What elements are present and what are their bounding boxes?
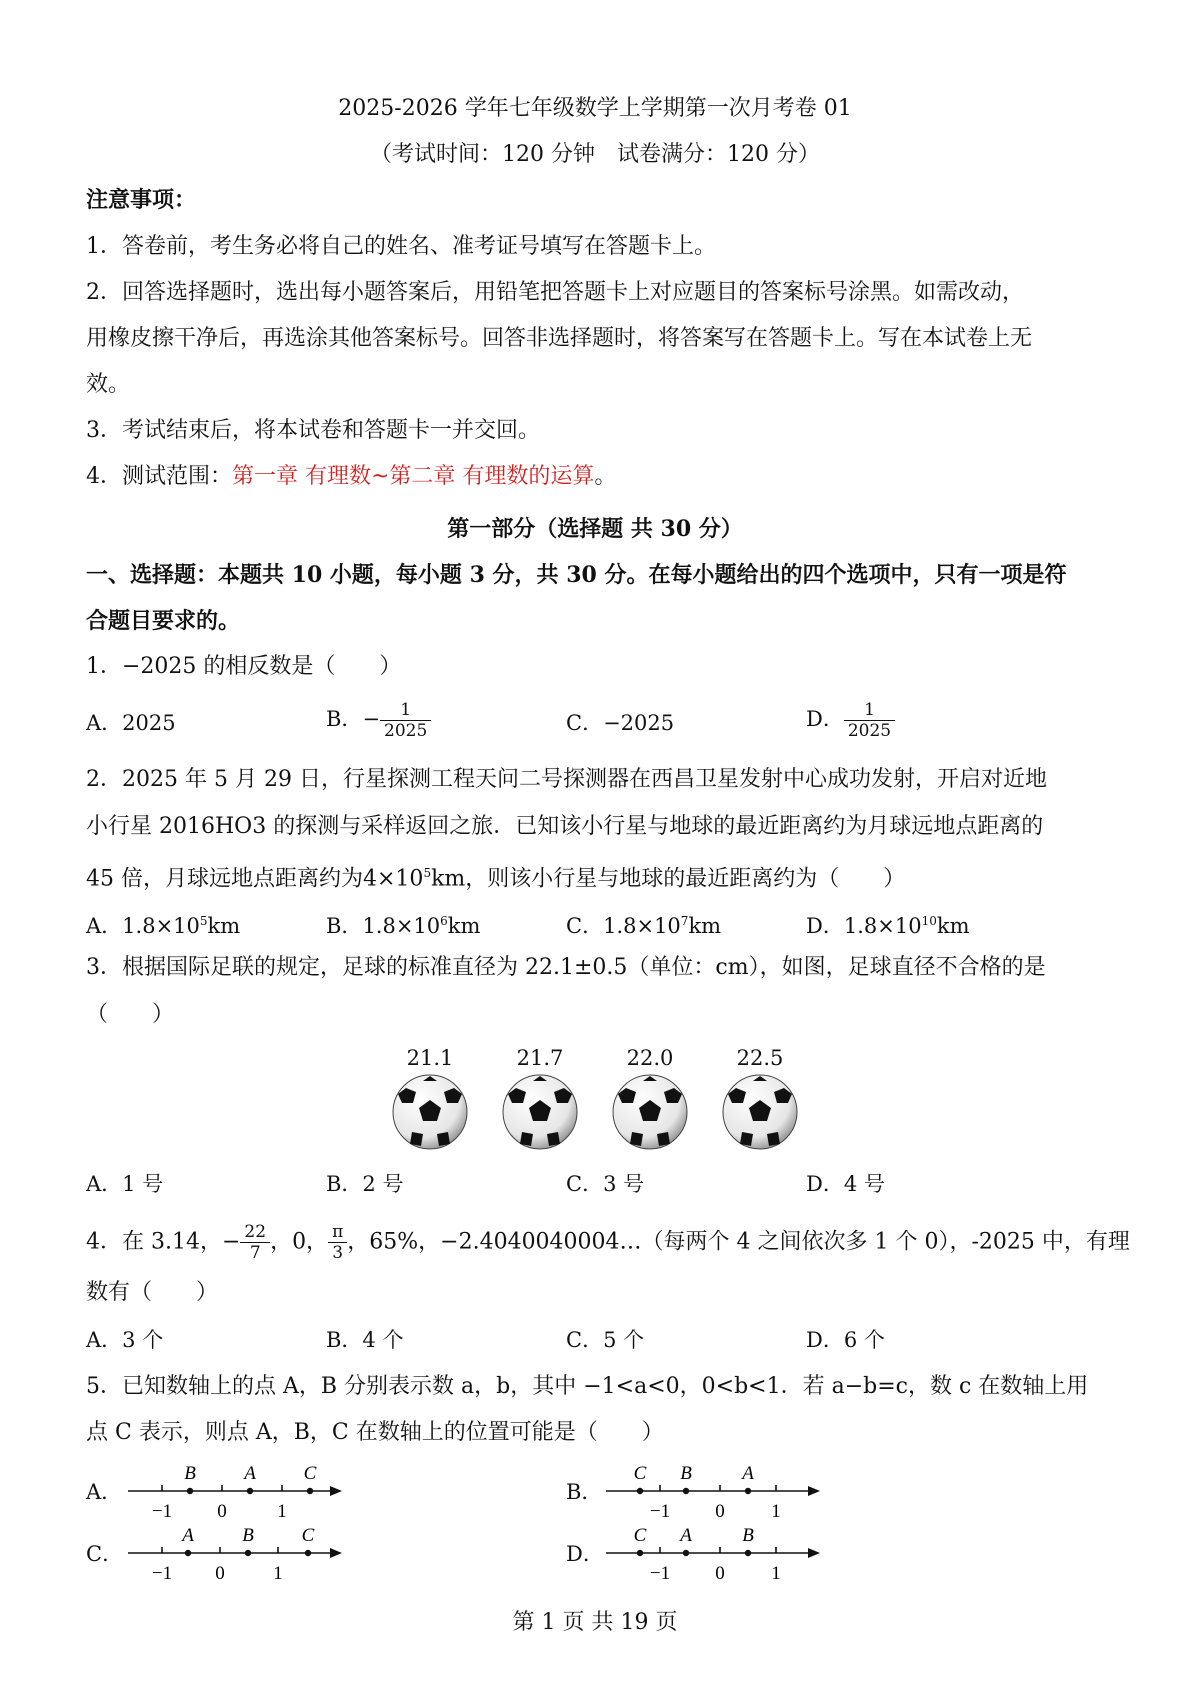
point-label: C [301,1525,315,1546]
q1-option-b [326,700,431,741]
notice-item-2-line2: 用橡皮擦干净后，再选涂其他答案标号。回答非选择题时，将答案写在答题卡上。写在本试卷上无 [86,326,1033,351]
q2-line1: 2．2025 年 5 月 29 日，行星探测工程天问二号探测器在西昌卫星发射中心成功发射，开启对近地 [86,767,1047,792]
tick-label-0: 0 [715,1563,725,1584]
q1-option-b-sign: − [362,707,381,731]
q4-rest: ，65%，−2.4040040004…（每两个 4 之间依次多 1 个 0），-2025 中，有理 [347,1229,1130,1255]
point-A [247,1488,253,1494]
part1-heading: 第一部分（选择题 共 30 分） [447,516,743,542]
q5-line2: 点 C 表示，则点 A，B，C 在数轴上的位置可能是（ ） [86,1420,664,1445]
option-base: 1.8×10 [603,914,681,938]
option-exponent: 6 [440,914,448,928]
point-B [745,1550,751,1556]
fraction-numerator: 22 [244,1222,267,1242]
point-A [683,1550,689,1556]
q4-fraction-22-7 [240,1222,270,1263]
option-unit: km [207,914,241,938]
point-label: A [244,1463,256,1484]
q3-option-c: C．3 号 [566,1172,645,1196]
q4-option-c: C．5 个 [566,1328,645,1352]
point-C [637,1550,643,1556]
fraction-numerator: 1 [864,700,875,720]
ball-2-diameter: 21.7 [516,1046,564,1070]
option-exponent: 5 [199,914,208,928]
q3-option-a: A．1 号 [86,1172,164,1196]
q1-option-c: C．−2025 [566,711,675,735]
q5-option-b-label: B． [566,1480,603,1504]
notice-item-4-suffix: 。 [594,464,617,489]
point-B [683,1488,689,1494]
q2-line3-tail: ，则该小行星与地球的最近距离约为（ ） [465,866,906,892]
q2-line2: 小行星 2016HO3 的探测与采样返回之旅．已知该小行星与地球的最近距离约为月球远地点距离的 [86,814,1044,839]
notice-item-1: 1．答卷前，考生务必将自己的姓名、准考证号填写在答题卡上。 [86,234,716,259]
point-label: B [242,1525,254,1546]
option-base: 1.8×10 [122,914,200,938]
q5-option-a-label: A． [86,1480,123,1504]
q2-power-base: 4×10 [363,866,424,892]
ball-1 [390,1044,470,1156]
point-label: A [742,1463,754,1484]
q4-line2: 数有（ ） [86,1280,219,1305]
option-base: 1.8×10 [843,914,922,938]
ball-4 [720,1044,800,1156]
q5-option-a-number-line [126,1455,346,1525]
point-label: C [633,1525,647,1546]
fraction-denominator: 2025 [844,720,895,741]
point-B [245,1550,251,1556]
fraction-numerator: 1 [400,700,412,720]
notice-item-2-line3: 效。 [86,372,131,397]
q3-option-b: B．2 号 [326,1172,404,1196]
q4-option-a: A．3 个 [86,1328,164,1352]
q5-option-c-label: C． [86,1542,124,1566]
ball-2 [500,1044,580,1156]
option-unit: km [447,914,481,938]
option-exponent: 10 [921,914,937,928]
fraction-denominator: 3 [328,1242,347,1263]
option-exponent: 7 [680,914,689,928]
point-B [187,1488,193,1494]
point-label: B [184,1463,196,1484]
section1-instructions-line2: 合题目要求的。 [86,608,241,634]
q1-option-b-label: B． [326,707,363,731]
q4-mid: ，0， [270,1229,329,1255]
q1-option-b-fraction [380,700,431,741]
point-label: C [303,1463,317,1484]
q1-option-d-fraction [844,700,895,741]
tick-label-neg1: −1 [649,1501,671,1522]
soccer-ball-icon [390,1072,470,1152]
tick-label-neg1: −1 [649,1563,671,1584]
q1-stem: 1．−2025 的相反数是（ ） [86,654,402,679]
q2-line3 [86,858,1104,894]
q1-option-d [806,700,895,741]
ball-1-diameter: 21.1 [406,1046,454,1070]
point-label: A [680,1525,692,1546]
ball-3-diameter: 22.0 [626,1046,674,1070]
tick-label-1: 1 [273,1563,283,1584]
q2-option-d [806,906,969,941]
q5-option-b-number-line [604,1455,824,1525]
tick-label-1: 1 [277,1501,287,1522]
q2-power-exponent: 5 [423,866,432,880]
option-base: 1.8×10 [362,914,441,938]
option-label: D． [806,914,844,938]
tick-label-0: 0 [215,1563,225,1584]
q1-option-a: A．2025 [86,711,176,735]
q4-option-d: D．6 个 [806,1328,885,1352]
q3-option-d: D．4 号 [806,1172,885,1196]
q5-option-d-number-line [604,1517,824,1587]
exam-info: （考试时间：120 分钟 试卷满分：120 分） [370,142,820,167]
tick-label-0: 0 [217,1501,227,1522]
point-C [305,1550,311,1556]
fraction-denominator: 2025 [380,720,431,741]
test-scope: 第一章 有理数~第二章 有理数的运算 [232,464,595,489]
option-unit: km [688,914,722,938]
point-C [307,1488,313,1494]
q5-line1: 5．已知数轴上的点 A，B 分别表示数 a，b，其中 −1<a<0，0<b<1．若 a−b=c，数 c 在数轴上用 [86,1374,1089,1399]
ball-3 [610,1044,690,1156]
section1-instructions-line1: 一、选择题：本题共 10 小题，每小题 3 分，共 30 分。在每小题给出的四个选项中，只有一项是符 [86,562,1067,588]
q4-line1 [86,1222,1130,1263]
q2-option-a [86,906,240,941]
point-label: B [680,1463,692,1484]
point-A [745,1488,751,1494]
soccer-ball-icon [500,1072,580,1152]
ball-4-diameter: 22.5 [736,1046,784,1070]
tick-label-neg1: −1 [151,1501,173,1522]
option-unit: km [936,914,970,938]
point-label: A [182,1525,194,1546]
fraction-denominator: 7 [240,1242,270,1263]
page-title: 2025-2026 学年七年级数学上学期第一次月考卷 01 [338,96,852,121]
point-C [637,1488,643,1494]
option-label: B． [326,914,363,938]
point-label: B [742,1525,754,1546]
q4-fraction-pi-3 [328,1222,347,1263]
soccer-ball-icon [610,1072,690,1152]
q2-option-b [326,906,480,941]
q3-line1: 3．根据国际足联的规定，足球的标准直径为 22.1±0.5（单位：cm），如图，足球直径不合格的是 [86,955,1046,980]
tick-label-0: 0 [715,1501,725,1522]
option-label: A． [86,914,123,938]
notice-heading: 注意事项： [86,187,197,213]
point-A [185,1550,191,1556]
tick-label-1: 1 [771,1563,781,1584]
notice-item-4 [86,462,1104,492]
q2-option-c [566,906,721,941]
notice-item-3: 3．考试结束后，将本试卷和答题卡一并交回。 [86,418,540,443]
q5-option-c-number-line [126,1517,346,1587]
q5-option-d-label: D． [566,1542,604,1566]
notice-item-4-prefix: 4．测试范围： [86,464,232,489]
q1-option-d-label: D． [806,707,844,731]
tick-label-neg1: −1 [151,1563,173,1584]
page-footer: 第 1 页 共 19 页 [512,1610,678,1635]
q2-unit: km [431,866,466,892]
point-label: C [633,1463,647,1484]
q4-option-b: B．4 个 [326,1328,404,1352]
soccer-ball-icon [720,1072,800,1152]
q4-negative-sign: − [221,1229,241,1255]
option-label: C． [566,914,604,938]
q3-line2: （ ） [86,1002,175,1027]
tick-label-1: 1 [771,1501,781,1522]
q4-prefix: 4．在 3.14， [86,1229,222,1255]
notice-item-2-line1: 2．回答选择题时，选出每小题答案后，用铅笔把答题卡上对应题目的答案标号涂黑。如需改动， [86,280,1025,305]
fraction-numerator: π [332,1222,344,1242]
q2-line3-text: 45 倍，月球远地点距离约为 [86,866,363,892]
